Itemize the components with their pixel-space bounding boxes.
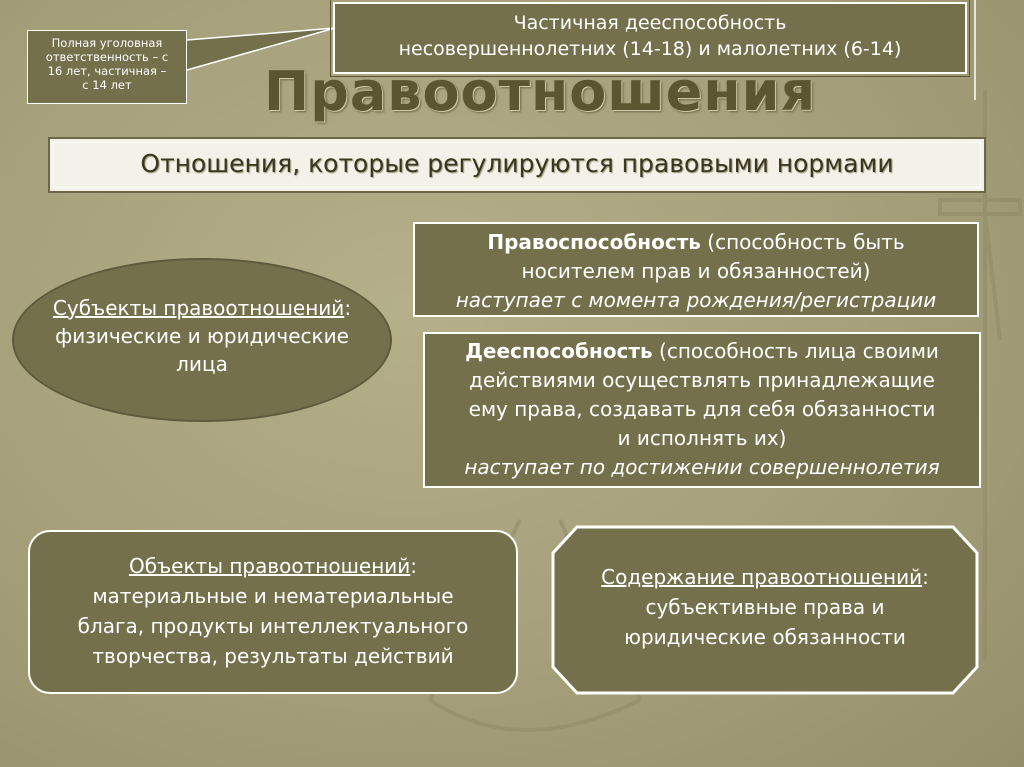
legal-competence-def-4: и исполнять их) [617,426,787,450]
content-heading: Содержание правоотношений [601,565,923,589]
legal-capacity-def-2: носителем прав и обязанностей) [521,259,871,283]
legal-competence-box [423,332,981,488]
callout-line-4: с 14 лет [82,78,132,92]
content-line-3: юридические обязанности [624,625,906,649]
legal-capacity-note: наступает с момента рождения/регистрации [455,288,937,312]
top-note-line-2: несовершеннолетних (14-18) и малолетних (6-14) [398,38,902,60]
objects-line-4: творчества, результаты действий [92,644,454,668]
objects-heading: Объекты правоотношений [128,554,411,578]
legal-competence-def-3: ему права, создавать для себя обязанности [468,397,936,421]
legal-competence-term: Дееспособность [465,339,653,363]
legal-competence-note: наступает по достижении совершеннолетия [464,455,940,479]
content-colon: : [922,565,929,589]
top-note-line-1: Частичная дееспособность [513,12,787,34]
legal-capacity-def-1: (способность быть [700,230,905,254]
objects-heading-row [30,551,516,581]
callout-line-3: 16 лет, частичная – [47,64,167,78]
slide-title: Правоотношения [264,60,817,123]
subjects-heading: Субъекты правоотношений [52,296,345,320]
content-line-2: субъективные права и [645,595,885,619]
content-heading-row [560,562,970,592]
objects-line-3: блага, продукты интеллектуального [77,614,469,638]
objects-box [28,530,518,694]
subjects-line-2: физические и юридические [55,324,349,348]
subjects-line-3: лица [176,352,228,376]
subjects-colon: : [344,296,352,320]
subjects-ellipse [12,258,392,422]
content-box [560,562,970,652]
legal-capacity-box [413,222,979,317]
callout-line-2: ответственность – с [45,50,169,64]
objects-line-2: материальные и нематериальные [92,584,454,608]
legal-capacity-term: Правоспособность [487,230,701,254]
legal-competence-def-2: действиями осуществлять принадлежащие [469,368,935,392]
subtitle-definition: Отношения, которые регулируются правовыми нормами [48,137,986,193]
objects-colon: : [410,554,418,578]
legal-competence-row-1 [425,337,979,366]
criminal-liability-callout [27,30,187,104]
legal-competence-def-1: (способность лица своими [652,339,939,363]
legal-capacity-row-1 [415,228,977,257]
subjects-heading-row [14,294,390,322]
callout-line-1: Полная уголовная [51,36,163,50]
